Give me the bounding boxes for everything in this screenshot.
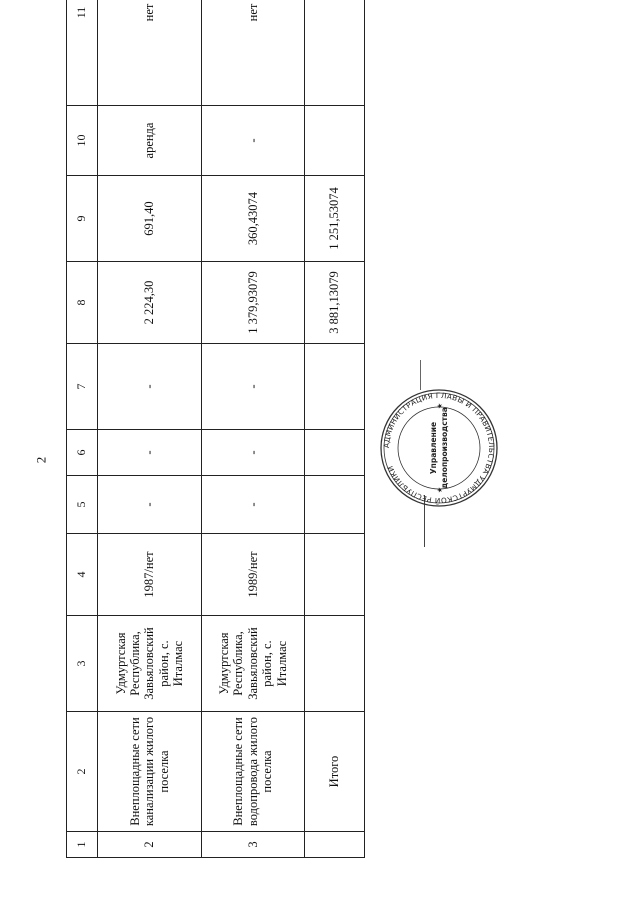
- cell-col11: нет: [202, 0, 305, 106]
- year-cell: 1989/нет: [202, 534, 305, 616]
- object-name: Внеплощадные сети канализации жилого поселка: [98, 712, 202, 832]
- cell-col10: аренда: [98, 106, 202, 176]
- header-cell: 1: [67, 832, 98, 858]
- cell-col6: -: [98, 430, 202, 476]
- stamp-center-line1: Управление: [429, 421, 438, 475]
- header-cell: 7: [67, 344, 98, 430]
- total-empty-cell: [305, 0, 365, 106]
- header-cell: 5: [67, 476, 98, 534]
- total-empty-cell: [305, 616, 365, 712]
- table-row: [98, 0, 202, 858]
- stamp-star-icon: ★: [436, 486, 444, 494]
- total-row: [305, 0, 365, 858]
- signature-stroke: [420, 360, 421, 390]
- stamp-outer-text: АДМИНИСТРАЦИЯ ГЛАВЫ И ПРАВИТЕЛЬСТВА УДМУРТСКОЙ РЕСПУБЛИКИ: [381, 390, 497, 506]
- row-number: 2: [98, 832, 202, 858]
- header-cell: 6: [67, 430, 98, 476]
- total-col9: 1 251,53074: [305, 176, 365, 262]
- cell-col5: -: [98, 476, 202, 534]
- header-cell: 11: [67, 0, 98, 106]
- table-row: [202, 0, 305, 858]
- cell-col10: -: [202, 106, 305, 176]
- stamp-center-line2: делопроизводства: [440, 407, 449, 489]
- official-stamp: [378, 387, 500, 509]
- object-name: Внеплощадные сети водопровода жилого поселка: [202, 712, 305, 832]
- cell-col9: 360,43074: [202, 176, 305, 262]
- total-empty-cell: [305, 430, 365, 476]
- row-number: 3: [202, 832, 305, 858]
- cell-col7: -: [98, 344, 202, 430]
- object-address: Удмуртская Республика, Завьяловский район, с. Италмас: [98, 616, 202, 712]
- year-cell: 1987/нет: [98, 534, 202, 616]
- object-address: Удмуртская Республика, Завьяловский район, с. Италмас: [202, 616, 305, 712]
- property-table: [66, 0, 365, 858]
- cell-col9: 691,40: [98, 176, 202, 262]
- total-empty-cell: [305, 534, 365, 616]
- header-cell: 3: [67, 616, 98, 712]
- cell-col8: 1 379,93079: [202, 262, 305, 344]
- header-cell: 4: [67, 534, 98, 616]
- header-cell: 8: [67, 262, 98, 344]
- total-col8: 3 881,13079: [305, 262, 365, 344]
- cell-col8: 2 224,30: [98, 262, 202, 344]
- table-header-row: [67, 0, 98, 858]
- total-empty-cell: [305, 476, 365, 534]
- header-cell: 2: [67, 712, 98, 832]
- cell-col6: -: [202, 430, 305, 476]
- cell-col5: -: [202, 476, 305, 534]
- page-number: 2: [33, 456, 49, 464]
- cell-col11: нет: [98, 0, 202, 106]
- total-label: Итого: [305, 712, 365, 832]
- header-cell: 10: [67, 106, 98, 176]
- total-empty-cell: [305, 344, 365, 430]
- total-empty-cell: [305, 832, 365, 858]
- rotated-table-wrapper: [66, 3, 358, 858]
- cell-col7: -: [202, 344, 305, 430]
- total-empty-cell: [305, 106, 365, 176]
- header-cell: 9: [67, 176, 98, 262]
- stamp-star-icon: ★: [436, 402, 444, 410]
